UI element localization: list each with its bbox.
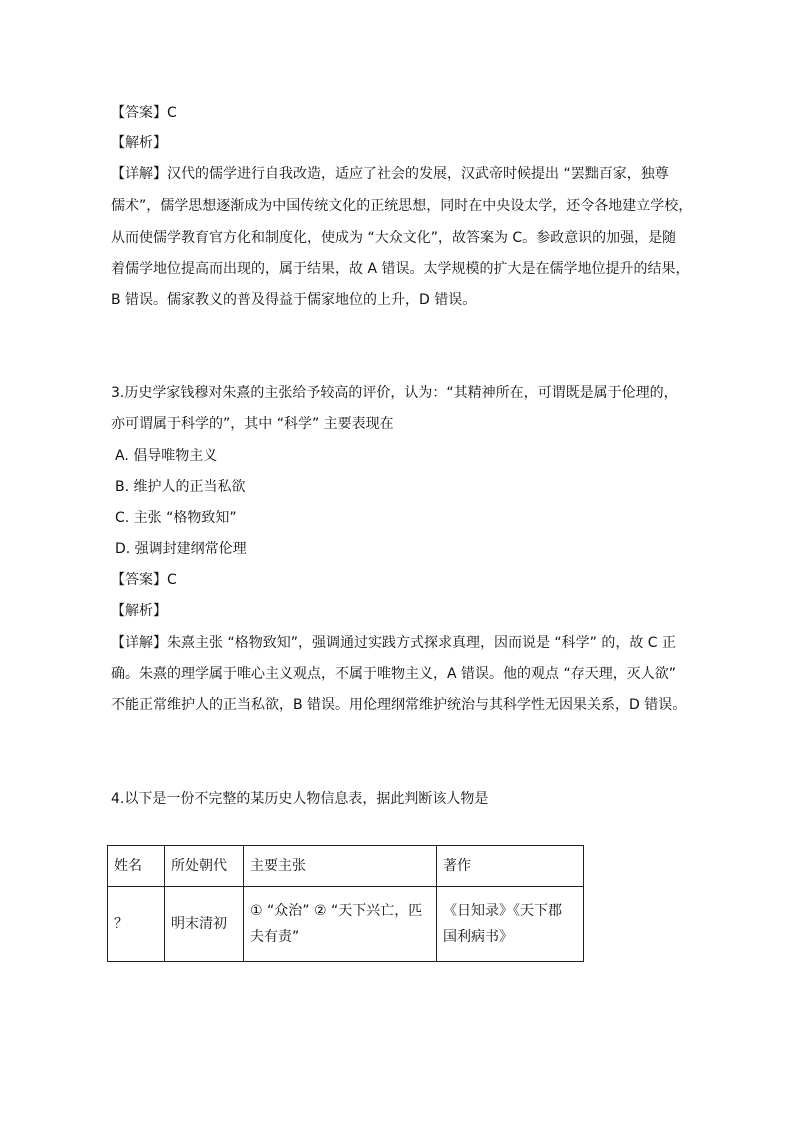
cell-dynasty: 明末清初 xyxy=(165,887,244,962)
person-info-table xyxy=(107,845,584,962)
q3-detail-line: 不能正常维护人的正当私欲，B 错误。用伦理纲常维护统治与其科学性无因果关系，D 错误。 xyxy=(111,697,687,713)
q3-detail-line: 【详解】朱熹主张 “格物致知”，强调通过实践方式探求真理，因而说是 “科学” 的，故 C 正 xyxy=(111,635,677,651)
q2-detail-line: 着儒学地位提高而出现的，属于结果，故 A 错误。太学规模的扩大是在儒学地位提升的结果， xyxy=(111,261,690,277)
q3-option-a: A. 倡导唯物主义 xyxy=(115,448,218,464)
q2-detail-line: B 错误。儒家教义的普及得益于儒家地位的上升，D 错误。 xyxy=(111,292,477,308)
works-line: 国利病书》 xyxy=(443,929,513,945)
q3-option-d: D. 强调封建纲常伦理 xyxy=(115,541,247,557)
q4-stem: 4.以下是一份不完整的某历史人物信息表，据此判断该人物是 xyxy=(111,791,489,807)
table-row xyxy=(108,887,584,962)
cell-works xyxy=(437,887,584,962)
q2-detail-line: 从而使儒学教育官方化和制度化，使成为 “大众文化”，故答案为 C。参政意识的加强，是随 xyxy=(111,230,677,246)
q3-answer: 【答案】C xyxy=(111,572,177,588)
q2-answer: 【答案】C xyxy=(111,105,177,121)
claims-line: ① “众治” ② “天下兴亡，匹 xyxy=(250,903,423,919)
header-cell-dynasty: 所处朝代 xyxy=(165,846,244,887)
q3-option-b: B. 维护人的正当私欲 xyxy=(115,479,246,495)
works-line: 《日知录》《天下郡 xyxy=(443,903,562,919)
q3-detail-line: 确。朱熹的理学属于唯心主义观点，不属于唯物主义，A 错误。他的观点 “存天理，灭人欲” xyxy=(111,666,676,682)
cell-name: ？ xyxy=(108,887,165,962)
q2-detail-line: 儒术”，儒学思想逐渐成为中国传统文化的正统思想，同时在中央设太学，还令各地建立学校， xyxy=(111,198,693,214)
q2-analysis-heading: 【解析】 xyxy=(111,135,167,151)
claims-line: 夫有责” xyxy=(250,929,300,945)
q3-stem-line: 3.历史学家钱穆对朱熹的主张给予较高的评价，认为：“其精神所在，可谓既是属于伦理的， xyxy=(111,385,678,401)
header-cell-works: 著作 xyxy=(437,846,584,887)
table-header-row xyxy=(108,846,584,887)
header-cell-name: 姓名 xyxy=(108,846,165,887)
cell-claims xyxy=(244,887,437,962)
header-cell-claims: 主要主张 xyxy=(244,846,437,887)
q3-analysis-heading: 【解析】 xyxy=(111,603,167,619)
q2-detail-line: 【详解】汉代的儒学进行自我改造，适应了社会的发展，汉武帝时候提出 “罢黜百家，独尊 xyxy=(111,166,669,182)
q3-stem-line: 亦可谓属于科学的”，其中 “科学” 主要表现在 xyxy=(111,416,394,432)
q3-option-c: C. 主张 “格物致知” xyxy=(115,510,237,526)
